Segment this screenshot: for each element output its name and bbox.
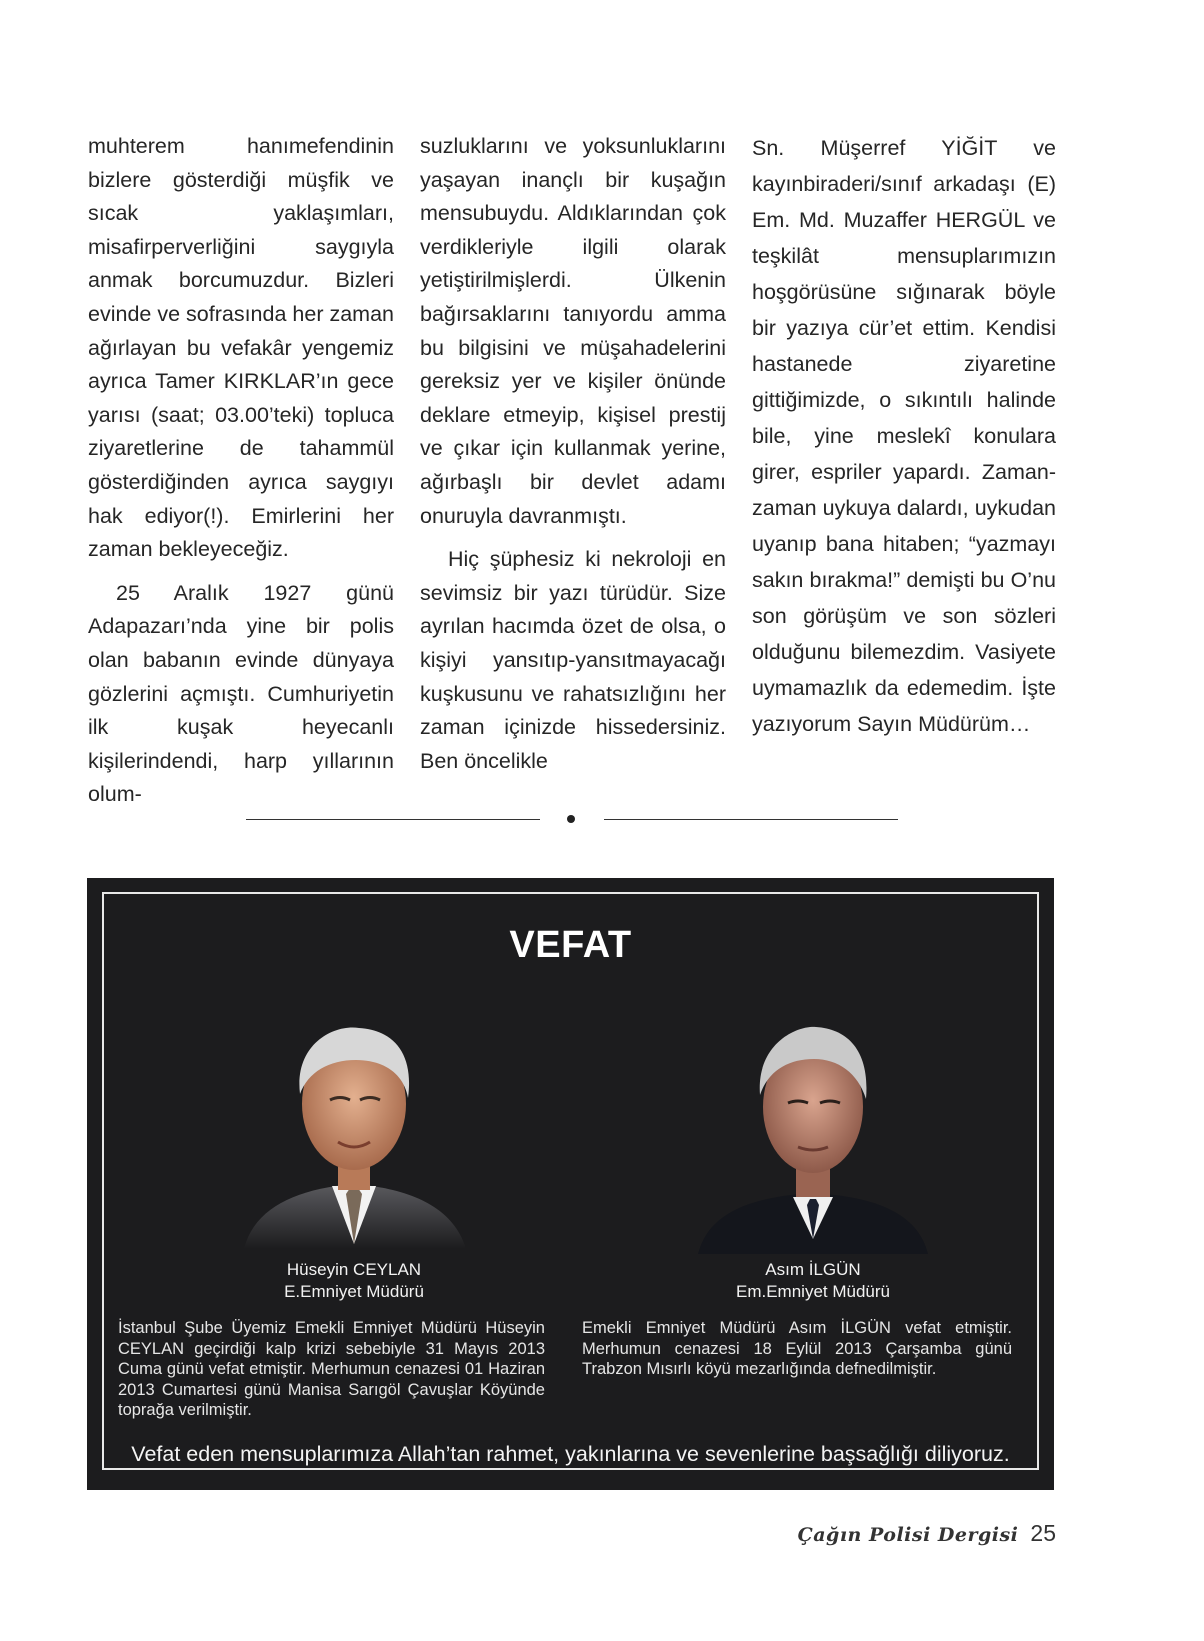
obituary-frame [102,892,1039,1470]
article-column-3 [752,130,1056,742]
article-column-1 [88,130,394,812]
page-footer [798,1520,1056,1547]
section-divider-right [604,819,898,820]
obituary-text-1: İstanbul Şube Üyemiz Emekli Emniyet Müdürü Hüseyin CEYLAN geçirdiği kalp krizi sebebiyle 31 Mayıs 2013 Cuma günü vefat etmiştir. Merhumun cenazesi 01 Haziran 2013 Cumartesi günü Manisa Sarıgöl Çavuşlar Köyünde toprağa verilmiştir. [118,1319,545,1419]
paragraph: Hiç şüphesiz ki nekroloji en sevimsiz bir yazı türüdür. Size ayrılan hacımda özet de olsa, o kişiyi yansıtıp-yansıtmayacağı kuşkusunu ve rahatsızlığını her zaman içinizde hissedersiniz. Ben öncelikle [420,547,726,773]
portrait-photo [234,994,474,1249]
person-rank: Em.Emniyet Müdürü [736,1282,890,1301]
paragraph: muhterem hanımefendinin bizlere gösterdiği müşfik ve sıcak yaklaşımları, misafirperverliğini saygıyla anmak borcumuzdur. Bizleri evinde ve sofrasında her zaman ağırlayan bu vefakâr yengemiz ayrıca Tamer KIRKLAR’ın gece yarısı (saat; 03.00’teki) topluca ziyaretlerine de tahammül gösterdiğinden ayrıca saygıyı hak ediyor(!). Emirlerini her zaman bekleyeceğiz. [88,134,394,562]
obituary-title: VEFAT [509,924,632,966]
article-columns [88,130,1056,807]
obituary-text-2: Emekli Emniyet Müdürü Asım İLGÜN vefat etmiştir. Merhumun cenazesi 18 Eylül 2013 Çarşamba günü Trabzon Mısırlı köyü mezarlığında defnedilmiştir. [582,1319,1012,1378]
section-divider-left [246,819,540,820]
person-name: Hüseyin CEYLAN [286,1260,422,1279]
person-info-1 [234,1259,474,1303]
person-info-2 [698,1259,928,1303]
obituary-box [87,878,1054,1490]
paragraph: suzluklarını ve yoksunluklarını yaşayan inançlı bir kuşağın mensubuydu. Aldıklarından çok verdikleriyle ilgili olarak yetiştirilmişlerdi. Ülkenin bağırsaklarını tanıyordu amma bu bilgisini ve müşahadelerini gereksiz yer ve kişiler önünde deklare etmeyip, kişisel prestij ve çıkar için kullanmak yerine, ağırbaşlı bir devlet adamı onuruyla davranmıştı. [420,134,726,528]
divider-dot [567,815,575,823]
portrait-photo [698,999,928,1254]
person-rank: E.Emniyet Müdürü [284,1282,424,1301]
page-number: 25 [1030,1520,1056,1546]
magazine-name: Çağın Polisi Dergisi [797,1524,1019,1546]
paragraph: Sn. Müşerref YİĞİT ve kayınbiraderi/sınıf arkadaşı (E) Em. Md. Muzaffer HERGÜL ve teşkilât mensuplarımızın hoşgörüsüne sığınarak böyle bir yazıya cür’et ettim. Kendisi hastanede ziyaretine gittiğimizde, o sıkıntılı halinde bile, yine meslekî konulara girer, espriler yapardı. Zaman-zaman uykuya dalardı, uykudan uyanıp bana hitaben; “yazmayı sakın bırakma!” demişti bu O’nu son görüşüm ve son sözleri olduğunu bilemezdim. Vasiyete uymamazlık da edemedim. İşte yazıyorum Sayın Müdürüm… [752,136,1056,736]
person-name: Asım İLGÜN [765,1260,861,1279]
condolence-message: Vefat eden mensuplarımıza Allah’tan rahmet, yakınlarına ve sevenlerine başsağlığı diliyoruz. [131,1442,1010,1466]
article-column-2 [420,130,726,778]
paragraph: 25 Aralık 1927 günü Adapazarı’nda yine bir polis olan babanın evinde dünyaya gözlerini açmıştı. Cumhuriyetin ilk kuşak heyecanlı kişilerindendi, harp yıllarının olum- [88,580,394,807]
